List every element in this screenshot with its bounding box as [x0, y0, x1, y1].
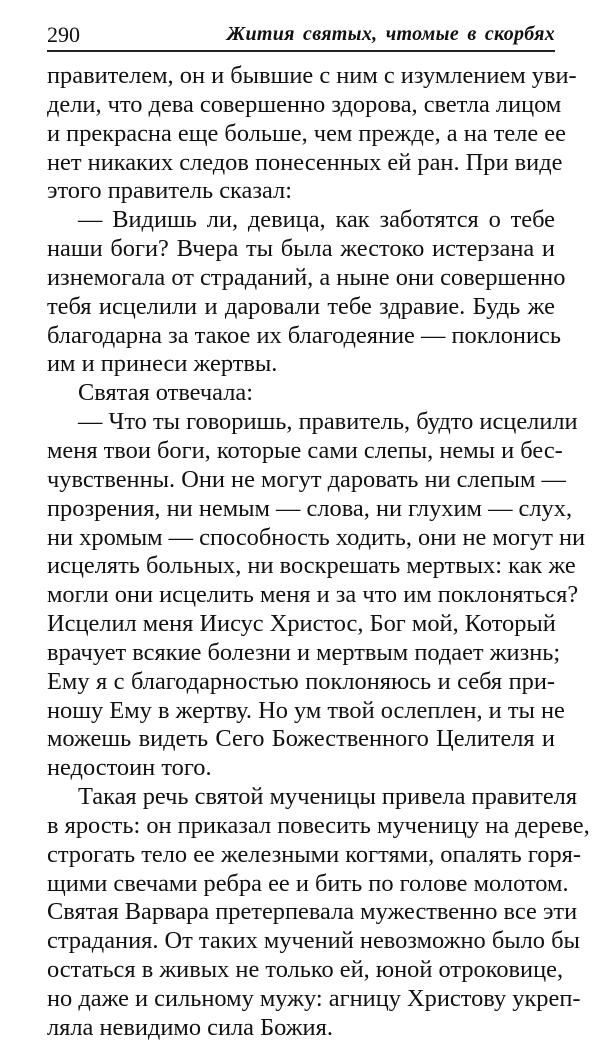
- text-line: ношу Ему в жертву. Но ум твой ослеплен, и ты не: [47, 696, 565, 724]
- text-line: и прекрасна еще больше, чем прежде, а на теле ее: [47, 119, 566, 147]
- text-line: Святая Варвара претерпевала мужественно все эти: [47, 898, 578, 926]
- text-line: недостоин того.: [47, 754, 212, 782]
- body-text: [47, 62, 590, 1043]
- text-line: благодарна за такое их благодеяние — поклонись: [47, 321, 561, 349]
- text-line: врачует всякие болезни и мертвым подает жизнь;: [47, 638, 561, 666]
- text-line: прозрения, ни немым — слова, ни глухим — слух,: [47, 494, 573, 522]
- text-line: но даже и сильному мужу: агницу Христову укреп-: [47, 985, 581, 1012]
- running-title: Жития святых, чтомые в скорбях: [226, 23, 555, 45]
- text-line: Исцелил меня Иисус Христос, Бог мой, Который: [47, 610, 556, 638]
- text-line: ляла невидимо сила Божия.: [47, 1013, 333, 1041]
- text-line: тебя исцелили и даровали тебе здравие. Будь же: [47, 292, 555, 320]
- text-line: страдания. От таких мучений невозможно было бы: [47, 927, 580, 955]
- text-line: в ярость: он приказал повесить мученицу на дереве,: [47, 811, 590, 839]
- page-header: [47, 20, 555, 52]
- text-line: Ему я с благодарностью поклоняюсь и себя при-: [47, 667, 555, 695]
- text-line: остаться в живых не только ей, юной отроковице,: [47, 956, 564, 984]
- text-line: этого правитель сказал:: [47, 177, 292, 205]
- text-line: меня твои боги, которые сами слепы, немы и бес-: [47, 436, 563, 464]
- text-line: ни хромым — способность ходить, они не могут ни: [47, 523, 586, 551]
- text-line: Такая речь святой мученицы привела правителя: [78, 783, 578, 811]
- text-line: можешь видеть Сего Божественного Целителя и: [47, 725, 555, 753]
- text-line: строгать тело ее железными когтями, опалять горя-: [47, 840, 581, 868]
- page-number: 290: [47, 22, 80, 47]
- text-line: нет никаких следов понесенных ей ран. При виде: [47, 148, 563, 176]
- text-line: изнемогала от страданий, а ныне они совершенно: [47, 263, 566, 291]
- text-line: могли они исцелить меня и за что им поклоняться?: [47, 581, 579, 609]
- text-line: дели, что дева совершенно здорова, светла лицом: [47, 90, 562, 118]
- text-line: — Что ты говоришь, правитель, будто исцелили: [78, 408, 578, 436]
- text-line: наши боги? Вчера ты была жестоко истерзана и: [47, 235, 555, 263]
- text-line: Святая отвечала:: [78, 379, 253, 407]
- text-line: — Видишь ли, девица, как заботятся о тебе: [78, 206, 555, 234]
- text-line: правителем, он и бывшие с ним с изумлением уви-: [47, 62, 577, 89]
- text-line: исцелять больных, ни воскрешать мертвых: как же: [47, 552, 576, 580]
- text-line: щими свечами ребра ее и бить по голове молотом.: [47, 869, 569, 897]
- text-line: им и принеси жертвы.: [47, 350, 278, 378]
- text-line: чувственны. Они не могут даровать ни слепым —: [47, 465, 566, 493]
